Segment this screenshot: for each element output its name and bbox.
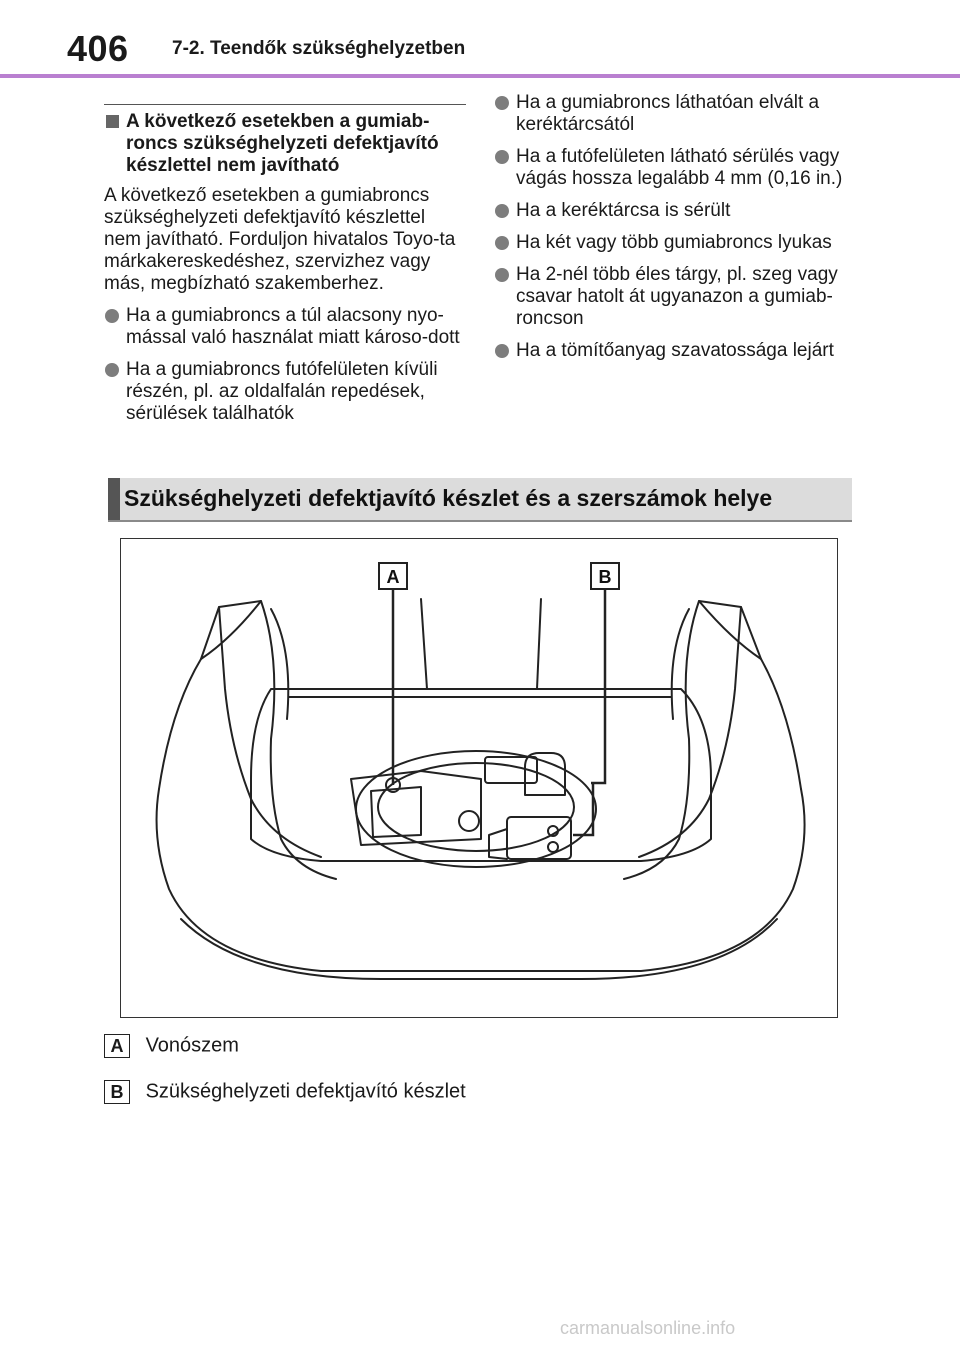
bullet-text: Ha a keréktárcsa is sérült bbox=[516, 200, 731, 221]
left-body-panel bbox=[159, 601, 336, 879]
bullet-dot-icon bbox=[105, 363, 119, 377]
bullet-item bbox=[494, 92, 856, 136]
sub-heading bbox=[104, 111, 466, 177]
trunk-drawing bbox=[121, 539, 837, 1017]
callout-a-label: A bbox=[386, 567, 400, 587]
square-bullet-icon bbox=[106, 115, 119, 128]
bullet-dot-icon bbox=[105, 309, 119, 323]
bullet-text: Ha két vagy több gumiabroncs lyukas bbox=[516, 232, 832, 253]
bullet-dot-icon bbox=[495, 344, 509, 358]
bullet-text: Ha a gumiabroncs futófelületen kívüli részén, pl. az oldalfalán repedések, sérülések találhatók bbox=[126, 359, 438, 424]
bullet-item bbox=[104, 359, 466, 425]
chapter-title: 7-2. Teendők szükséghelyzetben bbox=[172, 38, 466, 59]
bullet-dot-icon bbox=[495, 96, 509, 110]
bullet-item bbox=[104, 305, 466, 349]
legend-item-a bbox=[104, 1034, 239, 1058]
bullet-item bbox=[494, 340, 856, 362]
left-column bbox=[104, 104, 466, 425]
page-number: 406 bbox=[67, 28, 129, 69]
bullet-text: Ha a tömítőanyag szavatossága lejárt bbox=[516, 340, 834, 361]
legend-label-b: Szükséghelyzeti defektjavító készlet bbox=[145, 1080, 466, 1103]
header-rule bbox=[0, 74, 960, 78]
section-heading-title: Szükséghelyzeti defektjavító készlet és a szerszámok helye bbox=[124, 485, 773, 511]
callout-b bbox=[591, 563, 619, 589]
bullet-item bbox=[494, 146, 856, 190]
watermark: carmanualsonline.info bbox=[560, 1318, 736, 1338]
bullet-dot-icon bbox=[495, 204, 509, 218]
intro-paragraph: A következő esetekben a gumiabroncs szükséghelyzeti defektjavító készlettel nem javítható. Forduljon hivatalos Toyo-ta márkakereskedéshez, szervizhez vagy más, megbízható szakemberhez. bbox=[104, 185, 456, 294]
right-column bbox=[494, 92, 856, 362]
bullet-dot-icon bbox=[495, 236, 509, 250]
bullet-item bbox=[494, 232, 856, 254]
legend-tag-b: B bbox=[104, 1080, 130, 1104]
trunk-illustration bbox=[120, 538, 838, 1018]
bullet-item bbox=[494, 264, 856, 330]
bullet-text: Ha a gumiabroncs láthatóan elvált a keréktárcsától bbox=[516, 92, 820, 135]
sub-heading-text: A következő esetekben a gumiab-roncs szükséghelyzeti defektjavító készlettel nem javítható bbox=[126, 111, 439, 176]
legend-item-b bbox=[104, 1080, 466, 1104]
bullet-dot-icon bbox=[495, 268, 509, 282]
legend-tag-a: A bbox=[104, 1034, 130, 1058]
bullet-text: Ha 2-nél több éles tárgy, pl. szeg vagy csavar hatolt át ugyanazon a gumiab-roncson bbox=[516, 264, 838, 329]
callout-a bbox=[379, 563, 407, 589]
bullet-item bbox=[494, 200, 856, 222]
sealant-bottle-icon bbox=[507, 817, 571, 859]
bullet-text: Ha a gumiabroncs a túl alacsony nyo-mással való használat miatt károso-dott bbox=[126, 305, 460, 348]
section-heading-band bbox=[108, 478, 852, 522]
sub-heading-rule bbox=[104, 104, 466, 105]
callout-b-label: B bbox=[598, 567, 612, 587]
bullet-dot-icon bbox=[495, 150, 509, 164]
section-heading-bar bbox=[108, 478, 120, 520]
compressor-icon bbox=[525, 753, 565, 795]
legend-label-a: Vonószem bbox=[145, 1034, 239, 1057]
bullet-text: Ha a futófelületen látható sérülés vagy vágás hossza legalább 4 mm (0,16 in.) bbox=[516, 146, 843, 189]
right-body-panel bbox=[624, 601, 801, 879]
